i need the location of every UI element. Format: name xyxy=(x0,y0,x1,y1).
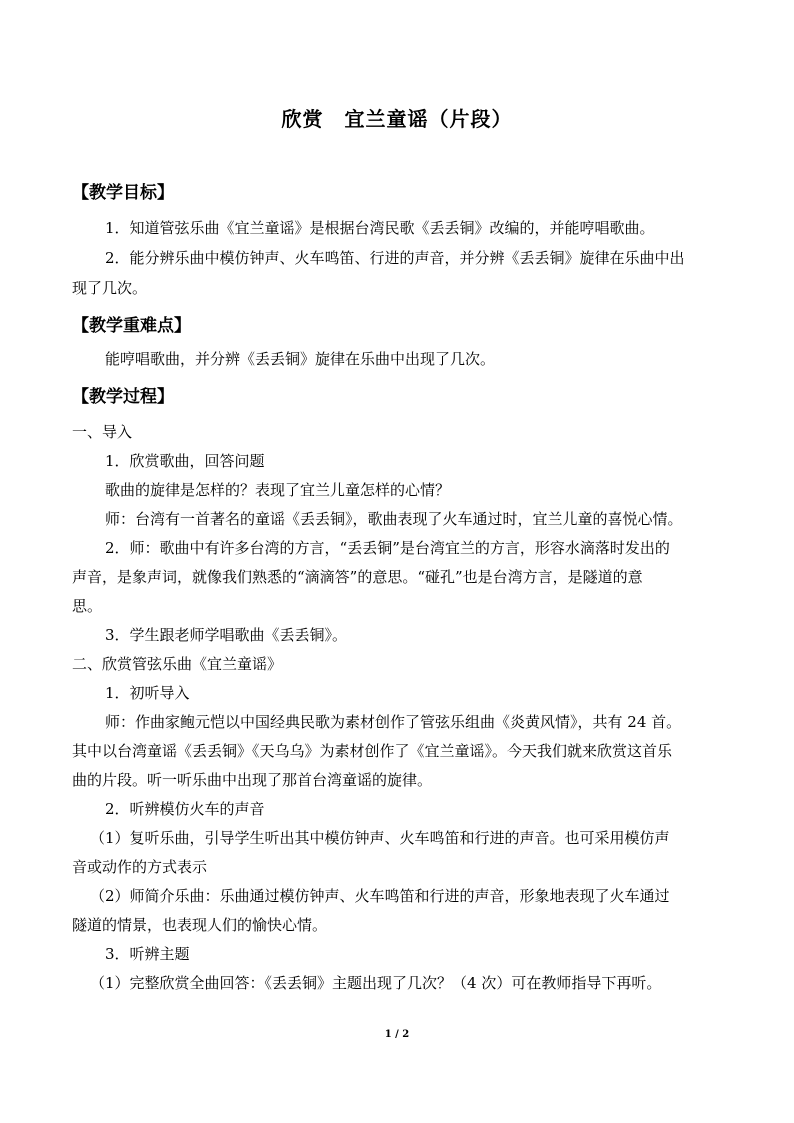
page-indicator: 1 / 2 xyxy=(384,1029,410,1040)
process-line: 歌曲的旋律是怎样的？表现了宜兰儿童怎样的心情？ xyxy=(105,481,451,499)
process-line: 师：台湾有一首著名的童谣《丢丢铜》，歌曲表现了火车通过时，宜兰儿童的喜悦心情。 xyxy=(105,510,683,528)
process-line: 思。 xyxy=(72,597,103,615)
process-line: （1）复听乐曲，引导学生听出其中模仿钟声、火车鸣笛和行进的声音。也可采用模仿声 xyxy=(90,829,670,847)
process-line: 3．学生跟老师学唱歌曲《丢丢铜》。 xyxy=(105,626,348,644)
process-line: 3．听辨主题 xyxy=(105,945,190,963)
section-heading-process: 【教学过程】 xyxy=(72,387,174,407)
process-line: 1．初听导入 xyxy=(105,684,190,702)
process-line: 2．师：歌曲中有许多台湾的方言，“丢丢铜”是台湾宜兰的方言，形容水滴落时发出的 xyxy=(105,539,670,557)
section-heading-key-points: 【教学重难点】 xyxy=(72,316,191,336)
process-line: 1．欣赏歌曲，回答问题 xyxy=(105,452,265,470)
process-line: 2．听辨模仿火车的声音 xyxy=(105,800,265,818)
goal-item-2: 2．能分辨乐曲中模仿钟声、火车鸣笛、行进的声音，并分辨《丢丢铜》旋律在乐曲中出 xyxy=(105,249,685,267)
process-line: （2）师简介乐曲：乐曲通过模仿钟声、火车鸣笛和行进的声音，形象地表现了火车通过 xyxy=(90,887,670,905)
process-line: 声音，是象声词，就像我们熟悉的“滴滴答”的意思。“碰孔”也是台湾方言，是隧道的意 xyxy=(72,568,643,586)
section-heading-goals: 【教学目标】 xyxy=(72,183,174,203)
process-line: 音或动作的方式表示 xyxy=(72,858,208,876)
process-line: 其中以台湾童谣《丢丢铜》《天乌乌》为素材创作了《宜兰童谣》。今天我们就来欣赏这首乐 xyxy=(72,742,673,760)
document-title: 欣赏 宜兰童谣（片段） xyxy=(281,107,513,131)
goal-item-2-continued: 现了几次。 xyxy=(72,279,148,297)
key-points-text: 能哼唱歌曲，并分辨《丢丢铜》旋律在乐曲中出现了几次。 xyxy=(105,350,496,368)
goal-item-1: 1．知道管弦乐曲《宜兰童谣》是根据台湾民歌《丢丢铜》改编的，并能哼唱歌曲。 xyxy=(105,219,655,237)
process-line: 曲的片段。听一听乐曲中出现了那首台湾童谣的旋律。 xyxy=(72,771,433,789)
process-line: 二、欣赏管弦乐曲《宜兰童谣》 xyxy=(72,655,283,673)
process-line: 隧道的情景，也表现人们的愉快心情。 xyxy=(72,916,328,934)
process-line: 师：作曲家鲍元恺以中国经典民歌为素材创作了管弦乐组曲《炎黄风情》，共有 24 首。 xyxy=(105,713,682,731)
process-line: 一、导入 xyxy=(72,423,133,441)
process-line: （1）完整欣赏全曲回答：《丢丢铜》主题出现了几次？（4 次）可在教师指导下再听。 xyxy=(90,974,662,992)
